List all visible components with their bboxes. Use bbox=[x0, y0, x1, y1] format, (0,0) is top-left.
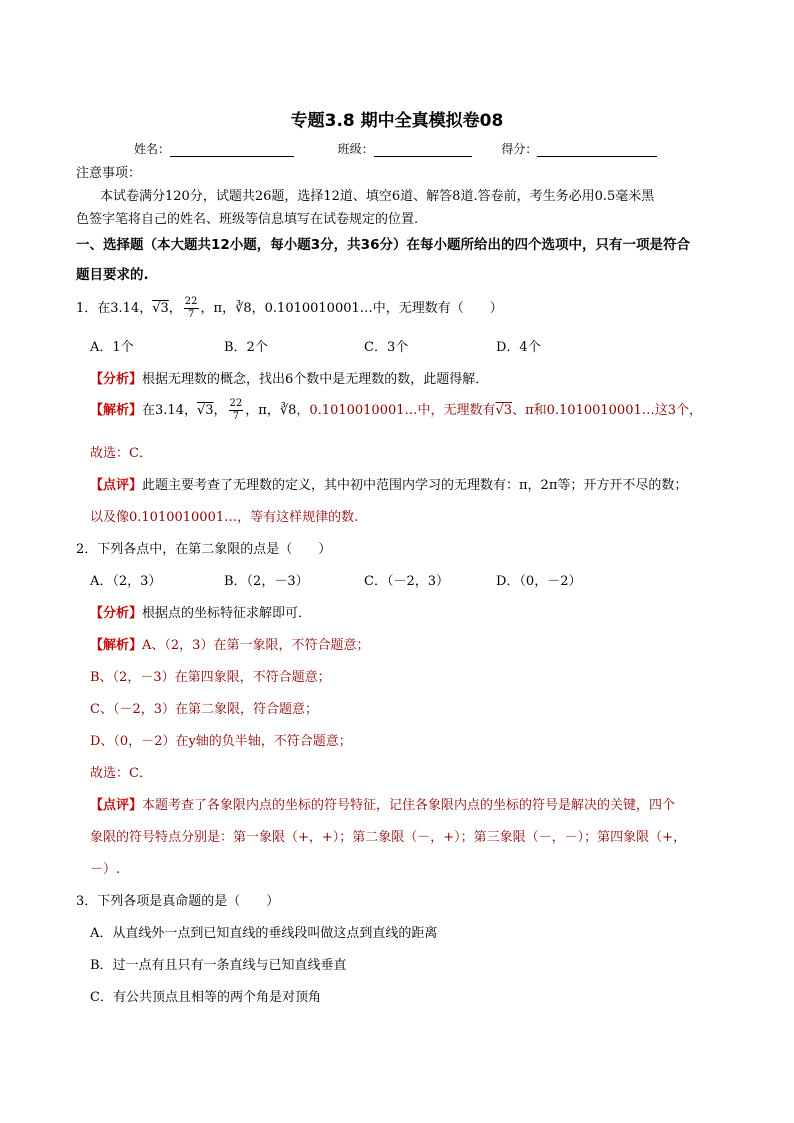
q1-choice: 故选：C． bbox=[90, 446, 152, 461]
q1-comment-line-1 bbox=[90, 474, 687, 493]
q2-analysis bbox=[90, 602, 311, 621]
q2-solution-line-a bbox=[90, 634, 369, 653]
q1-option-d[interactable]: D．4个 bbox=[496, 340, 541, 355]
q3-option-c[interactable]: C．有公共顶点且相等的两个角是对顶角 bbox=[90, 990, 321, 1005]
q1-analysis-text: 根据无理数的概念，找出6个数中是无理数的数，此题得解． bbox=[142, 372, 489, 387]
name-label: 姓名： bbox=[134, 142, 171, 156]
q2-analysis-text: 根据点的坐标特征求解即可． bbox=[142, 606, 312, 621]
q1-fraction bbox=[184, 296, 199, 321]
q2-option-b[interactable]: B．（2，－3） bbox=[224, 574, 309, 589]
name-blank[interactable] bbox=[170, 144, 294, 157]
q1-cbrt8: ∛8 bbox=[235, 301, 252, 316]
page-title: 专题3.8 期中全真模拟卷08 bbox=[290, 111, 504, 131]
q1-option-c[interactable]: C．3个 bbox=[364, 340, 409, 355]
q2-comment-line-1 bbox=[90, 794, 675, 813]
q1-comment-text-1: 此题主要考查了无理数的定义，其中初中范围内学习的无理数有：π，2π等；开方开不尽的数； bbox=[142, 478, 688, 493]
q1-stem-text-b: ，π， bbox=[200, 301, 236, 316]
q1-analysis bbox=[90, 368, 488, 387]
notice-line-2: 色签字笔将自己的姓名、班级等信息填写在试卷规定的位置. bbox=[76, 212, 419, 227]
q1-frac-num: 22 bbox=[184, 296, 198, 307]
q2-solution-tag: 【解析】 bbox=[90, 638, 143, 653]
q1-solution-text-a: 在3.14， bbox=[142, 403, 197, 418]
section-heading-line-2: 题目要求的. bbox=[76, 267, 149, 283]
q1-solution: 【解析】在3.14，√3， $\frac{22}{7}$ ，π，∛8，0.1010010001…中，无理数有√3、π和0.1010010001…这3个， bbox=[90, 398, 703, 422]
q1-stem-text-c: ，0.1010010001…中，无理数有（ ） bbox=[251, 301, 503, 316]
score-label: 得分： bbox=[501, 142, 538, 156]
q3-stem: 3．下列各项是真命题的是（ ） bbox=[76, 894, 280, 909]
q1-solution-fraction bbox=[229, 398, 244, 423]
q1-comment-tag: 【点评】 bbox=[90, 478, 143, 493]
q1-solution-sqrt3-b: √3 bbox=[495, 403, 513, 418]
q2-choice: 故选：C． bbox=[90, 766, 152, 781]
q1-frac-den: 7 bbox=[187, 309, 195, 320]
q2-stem: 2．下列各点中，在第二象限的点是（ ） bbox=[76, 542, 332, 557]
q1-stem-text-a: 1．在3.14， bbox=[76, 301, 153, 316]
q1-comment-line-2: 以及像0.1010010001…，等有这样规律的数. bbox=[90, 510, 359, 525]
q1-solution-cbrt8: ∛8 bbox=[279, 403, 297, 418]
q1-stem: 1．在3.14，√3， $\frac{22}{7}$ ，π，∛8，0.1010010001…中，无理数有（ ） bbox=[76, 296, 503, 320]
section-heading-line-1: 一、选择题（本大题共12小题，每小题3分，共36分）在每小题所给出的四个选项中，只有一项是符合 bbox=[76, 237, 690, 253]
q2-solution-line-b: B、（2，－3）在第四象限，不符合题意； bbox=[90, 670, 331, 685]
q2-option-c[interactable]: C．（－2，3） bbox=[364, 574, 449, 589]
q1-solution-frac-num: 22 bbox=[229, 398, 243, 409]
q1-option-b[interactable]: B．2个 bbox=[224, 340, 268, 355]
q2-comment-text-1: 本题考查了各象限内点的坐标的符号特征，记住各象限内点的坐标的符号是解决的关键，四个 bbox=[142, 798, 676, 813]
score-blank[interactable] bbox=[537, 144, 657, 157]
q2-solution-line-c: C、（－2，3）在第二象限，符合题意； bbox=[90, 702, 318, 717]
q2-solution-line-d: D、（0，－2）在y轴的负半轴，不符合题意； bbox=[90, 734, 352, 749]
q1-solution-sqrt3: √3 bbox=[196, 403, 214, 418]
q1-sqrt3: √3 bbox=[152, 301, 169, 316]
q2-option-a[interactable]: A．（2，3） bbox=[90, 574, 162, 589]
q1-solution-tag: 【解析】 bbox=[90, 403, 143, 418]
q2-analysis-tag: 【分析】 bbox=[90, 606, 143, 621]
q1-solution-text-b: ，π， bbox=[245, 403, 280, 418]
q2-solution-text-a: A、（2，3）在第一象限，不符合题意； bbox=[142, 638, 370, 653]
q1-solution-text-c: ，0.1010010001…中，无理数有 bbox=[296, 403, 496, 418]
q1-solution-frac-den: 7 bbox=[232, 411, 240, 422]
class-blank[interactable] bbox=[374, 144, 472, 157]
q1-option-a[interactable]: A．1个 bbox=[90, 340, 134, 355]
q2-comment-tag: 【点评】 bbox=[90, 798, 143, 813]
q3-option-a[interactable]: A．从直线外一点到已知直线的垂线段叫做这点到直线的距离 bbox=[90, 926, 438, 941]
q2-option-d[interactable]: D．（0，－2） bbox=[496, 574, 582, 589]
class-label: 班级： bbox=[337, 142, 374, 156]
notice-heading: 注意事项： bbox=[76, 166, 142, 181]
q3-option-b[interactable]: B．过一点有且只有一条直线与已知直线垂直 bbox=[90, 958, 347, 973]
q2-comment-line-2: 象限的符号特点分别是：第一象限（+，+）；第二象限（－，+）；第三象限（－，－）；第四象限（+， bbox=[90, 830, 687, 845]
notice-line-1: 本试卷满分120分，试题共26题，选择12道、填空6道、解答8道.答卷前，考生务必用0.5毫米黑 bbox=[100, 189, 655, 204]
q2-comment-line-3: －）. bbox=[90, 862, 121, 877]
student-info-row bbox=[134, 140, 694, 157]
q1-solution-text-d: 、π和0.1010010001…这3个， bbox=[512, 403, 703, 418]
q1-analysis-tag: 【分析】 bbox=[90, 372, 143, 387]
